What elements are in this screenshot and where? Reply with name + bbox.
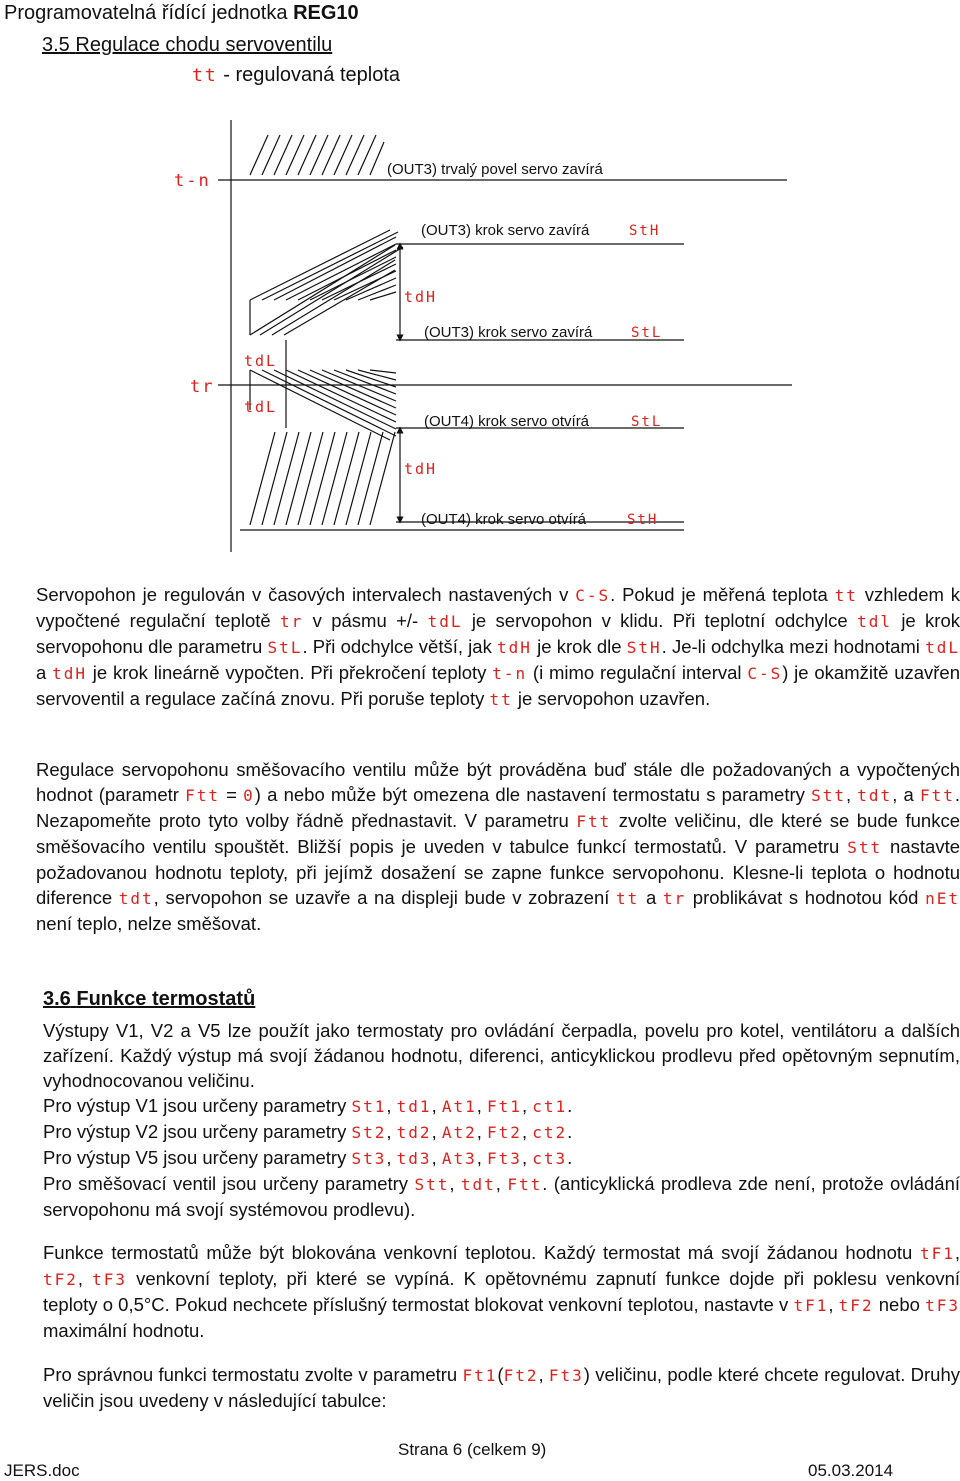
- document-header: [4, 2, 359, 25]
- code-tdl-1: tdL: [244, 352, 278, 370]
- parameter-code: St2: [351, 1123, 387, 1142]
- parameter-code: tF3: [92, 1270, 128, 1289]
- paragraph-servo-regulation: [36, 582, 960, 712]
- parameter-code: tdH: [52, 664, 87, 683]
- parameter-code: StH: [626, 638, 662, 657]
- parameter-code: tdL: [925, 638, 960, 657]
- parameter-code: At2: [441, 1123, 477, 1142]
- text-run: Pro správnou funkci termostatu zvolte v parametru: [43, 1364, 463, 1385]
- text-run: problikávat s hodnotou kód: [686, 887, 926, 908]
- parameter-code: Ft3: [487, 1149, 522, 1168]
- parameter-code: ct2: [532, 1123, 568, 1142]
- code-stl-2: StL: [631, 414, 663, 430]
- text-run: . Při odchylce větší, jak: [302, 636, 498, 657]
- parameter-code: Ftt: [185, 786, 221, 805]
- subtitle-text: - regulovaná teplota: [217, 64, 401, 86]
- footer-filename: JERS.doc: [4, 1461, 80, 1480]
- parameter-code: Stt: [414, 1175, 450, 1194]
- parameter-code: tdl: [857, 612, 892, 631]
- parameter-code: Ft3: [548, 1366, 584, 1385]
- text-run: Funkce termostatů může být blokována venkovní teplotou. Každý termostat má svojí žádanou hodnotu: [43, 1242, 920, 1263]
- text-run: . Pokud je měřená teplota: [610, 584, 835, 605]
- text-run: ) a nebo může být omezena dle nastavení termostatu s parametry: [254, 784, 812, 805]
- text-run: nebo: [873, 1294, 926, 1315]
- code-sth-2: StH: [627, 512, 659, 528]
- section-number: 3.5: [42, 34, 70, 56]
- parameter-code: St3: [351, 1149, 387, 1168]
- parameter-code: Ft1: [487, 1097, 522, 1116]
- text-run: Regulace servopohonu směšovacího ventilu může být prováděna buď stále dle požadovaných a vypočtených hodnot (parametr: [36, 759, 960, 805]
- text-run: Pro směšovací ventil jsou určeny parametry: [43, 1173, 415, 1194]
- label-out4-step-1: (OUT4) krok servo otvírá: [424, 413, 590, 430]
- text-run: je krok dle: [531, 636, 627, 657]
- parameter-code: tF1: [793, 1296, 829, 1315]
- code-tdh-1: tdH: [404, 288, 438, 306]
- parameter-code: At1: [441, 1097, 477, 1116]
- text-run: maximální hodnotu.: [43, 1320, 205, 1341]
- header-title: Programovatelná řídící jednotka: [4, 2, 288, 24]
- parameter-code: nEt: [925, 889, 960, 908]
- text-run: [36, 757, 960, 936]
- paragraph-mixing-valve: [36, 757, 960, 936]
- text-run: ,: [845, 784, 858, 805]
- code-tr: tr: [190, 377, 215, 397]
- parameter-code: At3: [441, 1149, 477, 1168]
- parameter-code: t-n: [492, 664, 528, 683]
- parameter-code: tdt: [857, 786, 893, 805]
- text-run: , servopohon se uzavře a na displeji bude v zobrazení: [153, 887, 617, 908]
- parameter-code: tt: [834, 586, 858, 605]
- parameter-code: tt: [616, 889, 640, 908]
- text-run: venkovní teploty, při které se vypíná. K opětovnému zapnutí funkce dojde při poklesu venkovní teploty o 0,5°C. Pokud nechcete příslušný termostat blokovat venkovní teplotou, nastavte v: [43, 1268, 960, 1315]
- text-run: Pro výstup V1 jsou určeny parametry: [43, 1095, 352, 1116]
- section-subtitle: [192, 64, 400, 87]
- parameter-code: St1: [351, 1097, 387, 1116]
- code-sth-1: StH: [629, 223, 661, 239]
- text-run: , a: [892, 784, 920, 805]
- paragraph-thermostats: [43, 1018, 960, 1222]
- code-tt: tt: [192, 65, 218, 86]
- label-out3-step-1: (OUT3) krok servo zavírá: [421, 222, 590, 239]
- header-title-bold: REG10: [293, 2, 359, 24]
- parameter-code: C-S: [747, 664, 783, 683]
- text-run: zvolte veličinu, dle které se bude funkce směšovacího ventilu spouštět. Bližší popis je uveden v tabulce funkcí termostatů. V parametru: [36, 810, 960, 857]
- text-run: Pro výstup V2 jsou určeny parametry: [43, 1121, 352, 1142]
- parameter-code: Ftt: [919, 786, 955, 805]
- text-run: je krok servopohonu dle parametru: [36, 610, 960, 657]
- text-run: a: [639, 887, 663, 908]
- section-number: 3.6: [43, 988, 71, 1010]
- parameter-code: tF1: [919, 1244, 955, 1263]
- text-run: . (anticyklická prodleva zde není, protože ovládání servopohonu má svojí systémovou prodlevu).: [43, 1173, 960, 1220]
- text-run: vzhledem k vypočtené regulační teplotě: [36, 584, 960, 631]
- parameter-code: tr: [662, 889, 687, 908]
- code-tdh-2: tdH: [404, 460, 438, 478]
- section-3-5-heading: [42, 34, 332, 57]
- paragraph-quantity-selection: [43, 1362, 960, 1413]
- text-run: ) je okamžitě uzavřen servoventil a regulace začíná znovu. Při poruše teploty: [36, 662, 960, 709]
- text-run: [36, 582, 960, 712]
- section-title: Regulace chodu servoventilu: [75, 34, 333, 56]
- text-run: Funkce termostatů může být blokována venkovní teplotou. Každý termostat má svojí žádanou hodnotu tF1, tF2, tF3 venkovní teploty, při které se vypíná. K opětovnému zapnutí funkce dojde při poklesu venkovní teploty o 0,5°C. Pokud nechcete příslušný termostat blokovat venkovní teplotou, nastavte v tF1, tF2 nebo tF3 maximální hodnotu.: [43, 1242, 960, 1341]
- parameter-code: td3: [396, 1149, 432, 1168]
- parameter-code: td2: [396, 1123, 432, 1142]
- parameter-code: Stt: [811, 786, 846, 805]
- line-mixing: Pro směšovací ventil jsou určeny parametry Stt, tdt, Ftt. (anticyklická prodleva zde není, protože ovládání servopohonu má svojí systémovou prodlevu).: [43, 1173, 960, 1220]
- text-run: Pro správnou funkci termostatu zvolte v parametru Ft1(Ft2, Ft3) veličinu, podle které chcete regulovat. Druhy veličin jsou uvedeny v následující tabulce:: [43, 1364, 960, 1411]
- text-run: a: [36, 662, 53, 683]
- parameter-code: tr: [280, 612, 304, 631]
- parameter-code: tdt: [460, 1175, 496, 1194]
- footer-date: 05.03.2014: [808, 1461, 894, 1480]
- parameter-code: td1: [396, 1097, 432, 1116]
- parameter-code: tdH: [497, 638, 532, 657]
- code-stl-1: StL: [631, 325, 663, 341]
- parameter-code: Ftt: [507, 1175, 543, 1194]
- text-run: (i mimo regulační interval: [527, 662, 748, 683]
- text-run: =: [220, 784, 244, 805]
- parameter-code: Ftt: [576, 812, 612, 831]
- text-run: Výstupy V1, V2 a V5 lze použít jako termostaty pro ovládání čerpadla, povelu pro kotel, ventilátoru a dalších zařízení. Každý výstup má svojí žádanou hodnotu, diferenci, anticyklickou prodlevu před opětovným sepnutím, vyhodnocovanou veličinu.: [43, 1020, 960, 1091]
- parameter-code: tdL: [427, 612, 463, 631]
- parameter-code: ct3: [532, 1149, 568, 1168]
- text-run: Servopohon je regulován v časových intervalech nastavených v: [36, 584, 576, 605]
- label-out3-permanent: (OUT3) trvalý povel servo zavírá: [387, 161, 603, 178]
- text-run: Pro výstup V5 jsou určeny parametry: [43, 1147, 352, 1168]
- text-run: nastavte požadovanou hodnotu teploty, při jejímž dosažení se zapne funkce servopohonu. Klesne-li teplota o hodnotu diference: [36, 836, 960, 908]
- label-out3-step-2: (OUT3) krok servo zavírá: [424, 324, 593, 341]
- text-run: není teplo, nelze směšovat.: [36, 913, 262, 934]
- label-out4-step-2: (OUT4) krok servo otvírá: [421, 511, 587, 528]
- footer-page-number: Strana 6 (celkem 9): [398, 1440, 547, 1459]
- parameter-code: tdt: [118, 889, 154, 908]
- parameter-code: C-S: [575, 586, 611, 605]
- parameter-code: Stt: [847, 838, 883, 857]
- parameter-code: tF2: [43, 1270, 78, 1289]
- line-v5: Pro výstup V5 jsou určeny parametry St3, td3, At3, Ft3, ct3.: [43, 1147, 573, 1168]
- parameter-code: StL: [267, 638, 303, 657]
- text-run: . Je-li odchylka mezi hodnotami: [661, 636, 926, 657]
- parameter-code: Ft2: [487, 1123, 522, 1142]
- line-v2: Pro výstup V2 jsou určeny parametry St2, td2, At2, Ft2, ct2.: [43, 1121, 573, 1142]
- parameter-code: tF2: [838, 1296, 874, 1315]
- text-run: v pásmu +/-: [303, 610, 428, 631]
- section-3-6-heading: [43, 988, 255, 1011]
- section-title: Funkce termostatů: [76, 988, 256, 1010]
- parameter-code: tF3: [925, 1296, 960, 1315]
- text-run: je krok lineárně vypočten. Při překročení teploty: [87, 662, 493, 683]
- text-run: ) veličinu, podle které chcete regulovat. Druhy veličin jsou uvedeny v následující tabulce:: [43, 1364, 960, 1411]
- servo-regulation-diagram: [0, 120, 960, 560]
- text-run: . Nezapomeňte proto tyto volby řádně přednastavit. V parametru: [36, 784, 960, 831]
- parameter-code: ct1: [532, 1097, 568, 1116]
- paragraph-outdoor-blocking: [43, 1240, 960, 1343]
- code-tdl-2: tdL: [244, 398, 278, 416]
- code-t-n: t-n: [174, 171, 211, 191]
- parameter-code: Ft1: [462, 1366, 498, 1385]
- line-v1: Pro výstup V1 jsou určeny parametry St1, td1, At1, Ft1, ct1.: [43, 1095, 573, 1116]
- text-run: je servopohon v klidu. Při teplotní odchylce: [462, 610, 858, 631]
- parameter-code: Ft2: [503, 1366, 539, 1385]
- text-run: je servopohon uzavřen.: [512, 688, 711, 709]
- parameter-code: tt: [489, 690, 513, 709]
- parameter-code: 0: [243, 786, 255, 805]
